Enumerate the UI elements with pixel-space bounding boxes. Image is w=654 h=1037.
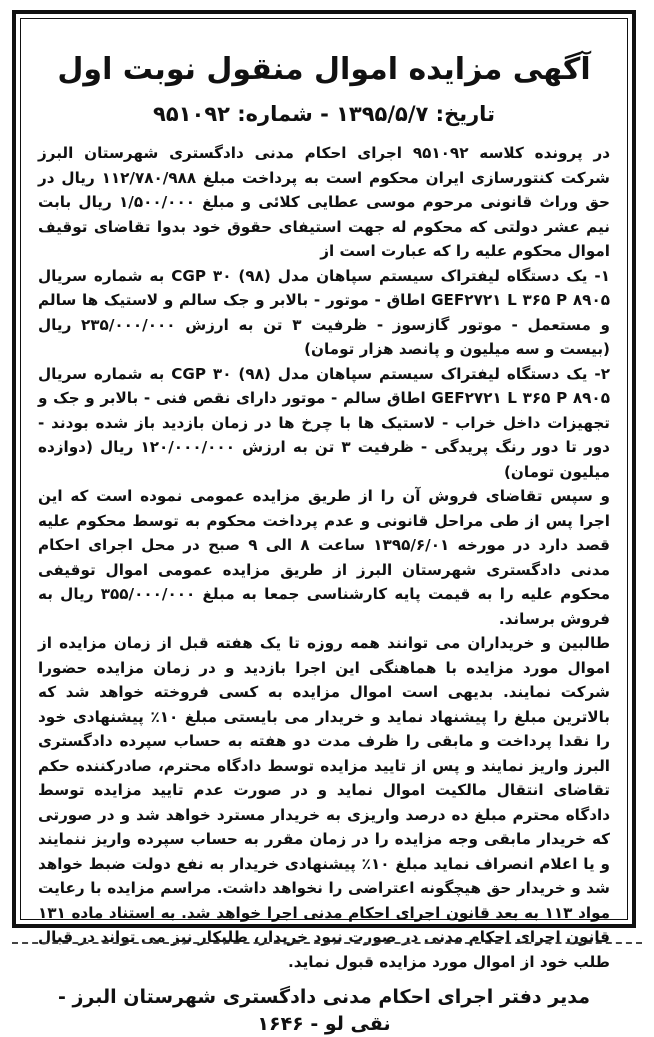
notice-frame	[12, 10, 636, 1035]
auction-schedule-paragraph: و سپس تقاضای فروش آن را از طریق مزایده عمومی نموده است که این اجرا پس از طی مراحل قانونی و عدم پرداخت محکوم به توسط محکوم علیه قصد دارد در مورخه ۱۳۹۵/۶/۰۱ ساعت ۸ الی ۹ صبح در محل اجرای احکام مدنی دادگستری شهرستان البرز از طریق مزایده عمومی اموال توقیفی محکوم علیه را به قیمت پایه کارشناسی جمعا به مبلغ ۳۵۵/۰۰۰/۰۰۰ ریال به فروش برساند.	[38, 487, 610, 628]
item-1-paragraph: ۱- یک دستگاه لیفتراک سیستم سپاهان مدل (۹۸) ۳۰ CGP به شماره سریال ۸۹۰۵ GEF۲۷۲۱ L ۳۶۵ P اطاق - موتور - بالابر و جک سالم و لاستیک ها سالم و مستعمل - موتور گازسوز - ظرفیت ۳ تن به ارزش ۲۳۵/۰۰۰/۰۰۰ ریال (بیست و سه میلیون و پانصد هزار تومان)	[38, 266, 610, 359]
notice-date-number: تاریخ: ۱۳۹۵/۵/۷ - شماره: ۹۵۱۰۹۲	[153, 102, 495, 126]
notice-title: آگهی مزایده اموال منقول نوبت اول	[57, 52, 591, 87]
item-2-paragraph: ۲- یک دستگاه لیفتراک سیستم سپاهان مدل (۹۸) ۳۰ CGP به شماره سریال ۸۹۰۵ GEF۲۷۲۱ L ۳۶۵ P اطاق سالم - موتور دارای نقص فنی - بالابر و جک و تجهیزات داخل خراب - لاستیک ها با چرخ ها در زمان بازدید باز شده بودند - دور تا دور رنگ پریدگی - ظرفیت ۳ تن به ارزش ۱۲۰/۰۰۰/۰۰۰ ریال (دوازده میلیون تومان)	[38, 364, 610, 481]
intro-paragraph: در پرونده کلاسه ۹۵۱۰۹۲ اجرای احکام مدنی دادگستری شهرستان البرز شرکت کنتورسازی ایران محکوم است به پرداخت مبلغ ۱۱۲/۷۸۰/۹۸۸ ریال در حق وراث قانونی مرحوم موسی عطایی کلائی و مبلغ ۱/۵۰۰/۰۰۰ ریال بابت نیم عشر دولتی که محکوم له جهت استیفای حقوق خود بدوا تقاضای توقیف اموال محکوم علیه را که عبارت است از	[38, 144, 611, 261]
notice-signature: مدیر دفتر اجرای احکام مدنی دادگستری شهرستان البرز - نقی لو - ۱۶۴۶	[57, 986, 590, 1035]
cut-line-divider	[12, 942, 642, 944]
notice-content	[38, 32, 611, 1035]
terms-paragraph: طالبین و خریداران می توانند همه روزه تا یک هفته قبل از زمان مزایده از اموال مورد مزایده با هماهنگی این اجرا بازدید و در زمان مزایده حضورا شرکت نمایند. بدیهی است اموال مزایده به کسی فروخته خواهد شد که بالاترین مبلغ را پیشنهاد نماید و خریدار می بایستی مبلغ ۱۰٪ پیشنهادی خود را نقدا پرداخت و مابقی را ظرف مدت دو هفته به حساب سپرده دادگستری البرز واریز نمایند و پس از تایید مزایده توسط دادگاه محترم، صادرکننده حکم تقاضای انتقال مالکیت اموال نماید و در صورت عدم تایید مزایده توسط دادگاه محترم مبلغ ده درصد واریزی به خریدار مسترد خواهد شد و در صورتی که خریدار مابقی وجه مزایده را در زمان مقرر به حساب سپرده واریز ننمایند و یا اعلام انصراف نماید مبلغ ۱۰٪ پیشنهادی خریدار به نفع دولت ضبط خواهد شد و خریدار حق هیچگونه اعتراضی را نخواهد داشت. مراسم مزایده با رعایت مواد ۱۱۳ به بعد قانون اجرای احکام مدنی اجرا خواهد شد. به استناد ماده ۱۳۱ قانون اجرای احکام مدنی در صورت نبود خریدار، طلبکار نیز می تواند در قبال طلب خود از اموال مورد مزایده قبول نماید.	[38, 634, 610, 971]
